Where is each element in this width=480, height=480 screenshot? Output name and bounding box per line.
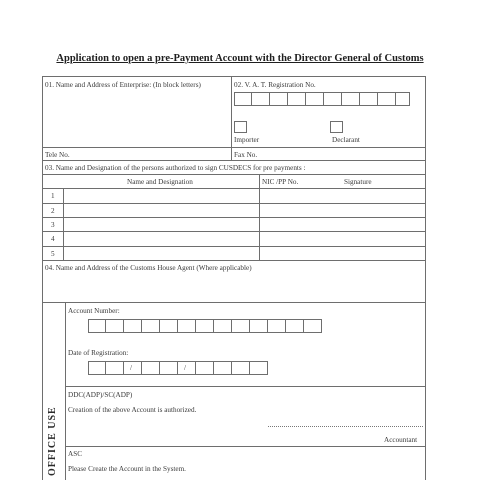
signature-dotted-line (268, 426, 423, 427)
date-separator: / (184, 364, 186, 372)
asc-label: ASC (68, 450, 82, 458)
section-03-label: 03. Name and Designation of the persons authorized to sign CUSDECS for pre payments : (45, 164, 306, 172)
line-04-top (42, 260, 425, 261)
table-row[interactable] (42, 231, 425, 246)
line-tele-top (42, 147, 425, 148)
office-use-divider (65, 302, 66, 480)
create-account-text: Please Create the Account in the System. (68, 465, 186, 473)
account-number-label: Account Number: (68, 307, 120, 315)
line-asc-top (65, 446, 425, 447)
office-use-vertical-label: OFFICE USE (47, 406, 58, 476)
accountant-label: Accountant (384, 436, 418, 444)
col-name-header: Name and Designation (127, 178, 193, 186)
row-number: 4 (51, 235, 55, 243)
row-number: 3 (51, 221, 55, 229)
fax-label: Fax No. (234, 151, 258, 159)
importer-checkbox[interactable] (234, 121, 247, 133)
table-row[interactable] (42, 203, 425, 218)
col-nic-header: NIC /PP No. (262, 178, 299, 186)
row-number: 5 (51, 250, 55, 258)
form-title: Application to open a pre-Payment Account with the Director General of Customs (56, 53, 424, 64)
table-row[interactable] (42, 217, 425, 232)
date-registration-boxes[interactable] (88, 361, 273, 375)
ddc-label: DDC(ADP)/SC(ADP) (68, 391, 133, 399)
authorized-text: Creation of the above Account is authorized. (68, 406, 197, 414)
date-separator: / (130, 364, 132, 372)
vat-registration-boxes[interactable] (234, 92, 421, 106)
declarant-checkbox[interactable] (330, 121, 343, 133)
enterprise-label: 01. Name and Address of Enterprise: (In block letters) (45, 81, 201, 89)
col-signature-header: Signature (344, 178, 372, 186)
line-office-top (42, 302, 425, 303)
line-03-top (42, 160, 425, 161)
table-row[interactable] (42, 188, 425, 203)
line-header-top (42, 174, 425, 175)
date-registration-label: Date of Registration: (68, 349, 129, 357)
frame-right-line (425, 76, 426, 480)
declarant-label: Declarant (332, 136, 360, 144)
account-number-boxes[interactable] (88, 319, 328, 333)
frame-top-line (42, 76, 425, 77)
line-ddc-top (65, 386, 425, 387)
section-04-label: 04. Name and Address of the Customs House Agent (Where applicable) (45, 264, 252, 272)
table-row[interactable] (42, 246, 425, 260)
row-number: 1 (51, 192, 55, 200)
frame-left-line (42, 76, 43, 480)
row-number: 2 (51, 207, 55, 215)
importer-label: Importer (234, 136, 260, 144)
vat-label: 02. V. A. T. Registration No. (234, 81, 316, 89)
tele-label: Tele No. (45, 151, 70, 159)
